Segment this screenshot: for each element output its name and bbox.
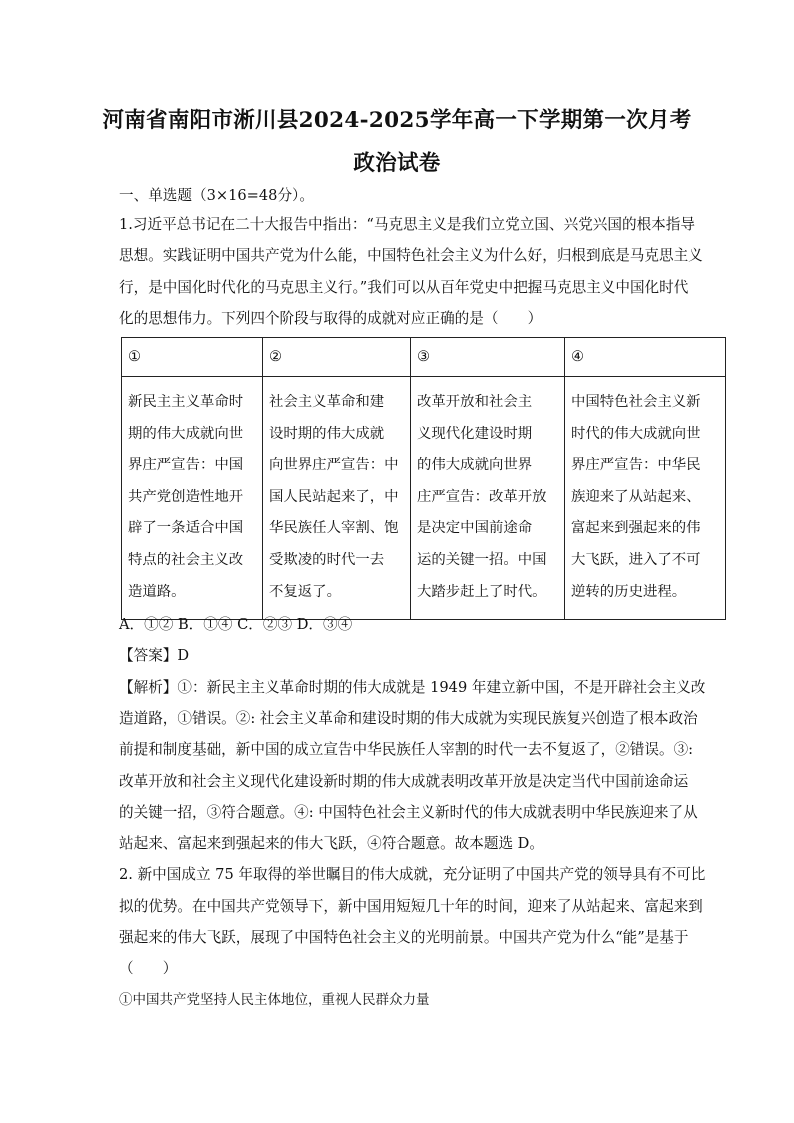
table-header-cell: ④ — [565, 338, 726, 377]
q1-analysis-line: 改革开放和社会主义现代化建设新时期的伟大成就表明改革开放是决定当代中国前途命运 — [119, 773, 689, 790]
q1-analysis-line: 前提和制度基础，新中国的成立宣告中华民族任人宰割的时代一去不复返了，②错误。③: — [119, 741, 694, 758]
q2-stem-line: 2. 新中国成立 75 年取得的举世瞩目的伟大成就，充分证明了中国共产党的领导具有不可比 — [119, 866, 706, 883]
table-header-cell: ① — [122, 338, 263, 377]
section-heading: 一、单选题（3×16=48分）。 — [119, 187, 314, 204]
q1-stem-line: 1.习近平总书记在二十大报告中指出：“马克思主义是我们立党立国、兴党兴国的根本指导 — [119, 216, 695, 233]
table-row — [122, 377, 726, 620]
table-header-cell: ② — [263, 338, 411, 377]
q1-options-table — [121, 337, 726, 620]
q1-analysis-line: 站起来、富起来到强起来的伟大飞跃，④符合题意。故本题选 D。 — [119, 835, 544, 852]
q2-option-1: ①中国共产党坚持人民主体地位，重视人民群众力量 — [119, 992, 430, 1008]
q1-stem-line: 行，是中国化时代化的马克思主义行。”我们可以从百年党史中把握马克思主义中国化时代 — [119, 279, 689, 296]
table-cell: 改革开放和社会主 义现代化建设时期 的伟大成就向世界 庄严宣告：改革开放 是决定中国前途命 运的关键一招。中国 大踏步赶上了时代。 — [411, 377, 565, 620]
q1-analysis-line: 造道路，①错误。②: 社会主义革命和建设时期的伟大成就为实现民族复兴创造了根本政治 — [119, 710, 698, 727]
q1-stem-line: 思想。实践证明中国共产党为什么能，中国特色社会主义为什么好，归根到底是马克思主义 — [119, 247, 703, 264]
q1-answer: 【答案】D — [119, 647, 190, 664]
table-cell: 新民主主义革命时 期的伟大成就向世 界庄严宣告：中国 共产党创造性地开 辟了一条适合中国 特点的社会主义改 造道路。 — [122, 377, 263, 620]
table-cell: 社会主义革命和建 设时期的伟大成就 向世界庄严宣告：中 国人民站起来了，中 华民族任人宰割、饱 受欺凌的时代一去 不复返了。 — [263, 377, 411, 620]
document-subtitle: 政治试卷 — [353, 151, 441, 176]
q1-analysis-line: 的关键一招，③符合题意。④: 中国特色社会主义新时代的伟大成就表明中华民族迎来了从 — [119, 804, 698, 821]
q2-stem-line: 拟的优势。在中国共产党领导下，新中国用短短几十年的时间，迎来了从站起来、富起来到 — [119, 898, 703, 915]
document-title: 河南省南阳市淅川县2024-2025学年高一下学期第一次月考 — [102, 108, 692, 133]
q1-stem-line: 化的思想伟力。下列四个阶段与取得的成就对应正确的是（ ） — [119, 310, 543, 327]
q2-stem-line: 强起来的伟大飞跃，展现了中国特色社会主义的光明前景。中国共产党为什么“能”是基于 — [119, 929, 689, 946]
table-cell: 中国特色社会主义新 时代的伟大成就向世 界庄严宣告：中华民 族迎来了从站起来、 富起来到强起来的伟 大飞跃，进入了不可 逆转的历史进程。 — [565, 377, 726, 620]
q1-analysis-line: 【解析】①：新民主主义革命时期的伟大成就是 1949 年建立新中国，不是开辟社会主义改 — [119, 679, 706, 696]
table-header-cell: ③ — [411, 338, 565, 377]
table-header-row — [122, 338, 726, 377]
q1-answer-options: A．①② B．①④ C．②③ D．③④ — [119, 616, 353, 633]
q2-stem-line: （ ） — [119, 960, 178, 977]
